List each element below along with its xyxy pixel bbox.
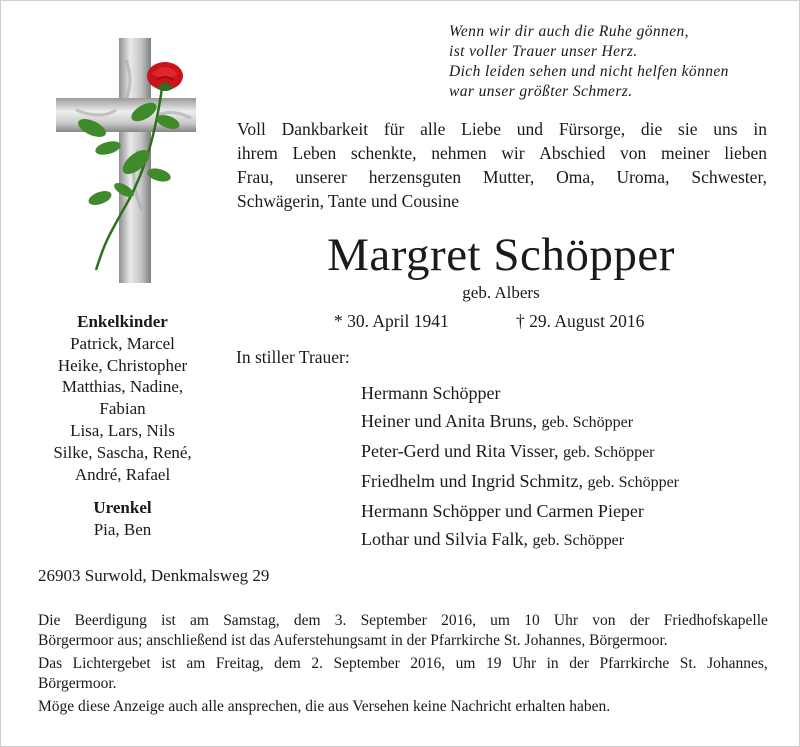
grandchildren-line: André, Rafael xyxy=(74,464,171,484)
poem-line: war unser größter Schmerz. xyxy=(449,83,633,100)
grandchildren-heading: Enkelkinder xyxy=(77,312,168,331)
note-prayer: Das Lichtergebet ist am Freitag, dem 2. September 2016, um 19 Uhr in der Pfarrkirche St. Johannes, Börgermoor. xyxy=(38,655,768,692)
address: 26903 Surwold, Denkmalsweg 29 xyxy=(38,566,270,585)
great-grandchildren-line: Pia, Ben xyxy=(93,520,152,539)
mourner: Hermann Schöpper xyxy=(361,383,501,403)
grieving-label: In stiller Trauer: xyxy=(236,347,350,367)
grandchildren-block xyxy=(30,311,215,485)
mourner: Heiner und Anita Bruns, geb. Schöpper xyxy=(361,411,634,431)
death-date: † 29. August 2016 xyxy=(516,311,645,331)
rose-icon xyxy=(147,62,183,91)
grandchildren-line: Lisa, Lars, Nils xyxy=(70,420,175,440)
grandchildren-line: Patrick, Marcel xyxy=(70,333,175,353)
poem-line: Dich leiden sehen und nicht helfen können xyxy=(449,63,729,80)
intro-line: Frau, unserer herzensguten Mutter, Oma, Uroma, Schwester, xyxy=(237,167,767,187)
intro-line: Voll Dankbarkeit für alle Liebe und Fürsorge, die sie uns in xyxy=(237,119,767,139)
note-funeral: Die Beerdigung ist am Samstag, dem 3. September 2016, um 10 Uhr von der Friedhofskapelle Börgermoor aus; anschließend ist das Auferstehungsamt in der Pfarrkirche St. Johannes, Börgermoor. xyxy=(38,612,768,649)
great-grandchildren-heading: Urenkel xyxy=(93,498,152,517)
notes xyxy=(38,611,768,721)
mourner: Peter-Gerd und Rita Visser, geb. Schöpper xyxy=(361,441,655,461)
grandchildren-line: Silke, Sascha, René, xyxy=(53,442,192,462)
great-grandchildren-block xyxy=(30,497,215,541)
birth-date: * 30. April 1941 xyxy=(334,311,449,331)
poem-line: Wenn wir dir auch die Ruhe gönnen, xyxy=(449,23,689,40)
grandchildren-line: Fabian xyxy=(99,399,146,419)
mourner: Hermann Schöpper und Carmen Pieper xyxy=(361,501,644,521)
grandchildren-line: Heike, Christopher xyxy=(57,355,188,375)
grandchildren-line: Matthias, Nadine, xyxy=(61,377,184,397)
intro-text xyxy=(237,117,767,213)
cross-with-rose-image xyxy=(56,30,196,288)
poem xyxy=(449,22,779,102)
deceased-name: Margret Schöpper xyxy=(327,229,675,281)
mourner: Lothar und Silvia Falk, geb. Schöpper xyxy=(361,529,625,549)
mourner: Friedhelm und Ingrid Schmitz, geb. Schöpper xyxy=(361,471,679,491)
intro-line: Schwägerin, Tante und Cousine xyxy=(237,191,460,211)
note-closing: Möge diese Anzeige auch alle ansprechen, die aus Versehen keine Nachricht erhalten haben. xyxy=(38,698,611,716)
intro-line: ihrem Leben schenkte, nehmen wir Abschied von meiner lieben xyxy=(237,143,767,163)
maiden-name: geb. Albers xyxy=(462,283,540,302)
mourners-list xyxy=(361,379,679,555)
poem-line: ist voller Trauer unser Herz. xyxy=(449,43,638,60)
